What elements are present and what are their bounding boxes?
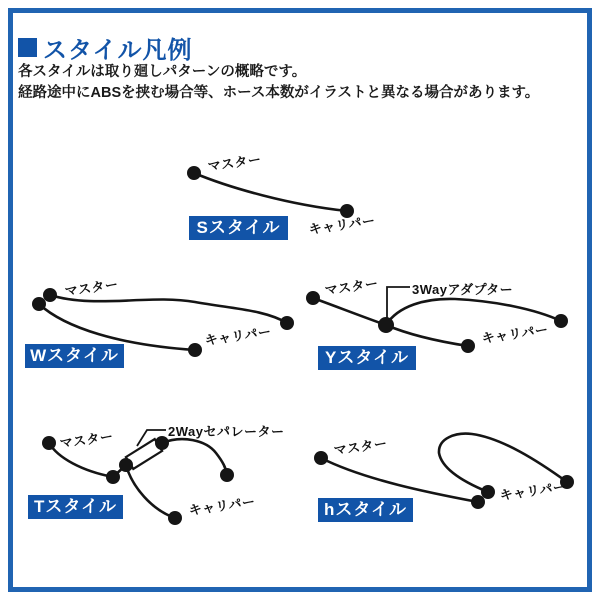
t-separator-top-dot: [155, 436, 169, 450]
style-badge-t: Tスタイル: [28, 495, 123, 519]
y-caliper-dot-1: [554, 314, 568, 328]
h-master-dot: [314, 451, 328, 465]
h-caliper-dot-1: [471, 495, 485, 509]
t-caliper-label: キャリパー: [187, 493, 257, 519]
w-caliper-dot-2: [188, 343, 202, 357]
s-master-label: マスター: [206, 151, 263, 175]
w-master-dot-1: [43, 288, 57, 302]
h-caliper-label: キャリパー: [498, 478, 568, 504]
y-hose-lower: [386, 325, 468, 346]
h-hose-master: [321, 458, 478, 502]
y-hose-master: [313, 298, 386, 325]
intro-line-1: 各スタイルは取り廻しパターンの概略です。: [18, 64, 307, 80]
w-caliper-dot-1: [280, 316, 294, 330]
style-badge-h: hスタイル: [318, 498, 413, 522]
t-hose-upper: [162, 439, 227, 475]
s-hose: [194, 173, 347, 211]
t-caliper-dot-1: [220, 468, 234, 482]
t-junction-dot-2: [119, 458, 133, 472]
y-caliper-dot-2: [461, 339, 475, 353]
intro-line-2: 経路途中にABSを挟む場合等、ホース本数がイラストと異なる場合があります。: [18, 85, 540, 101]
t-separator-label: 2Wayセパレーター: [168, 424, 285, 439]
h-caliper-dot-2: [481, 485, 495, 499]
y-master-dot: [306, 291, 320, 305]
w-master-dot-2: [32, 297, 46, 311]
y-caliper-label: キャリパー: [480, 321, 550, 347]
style-badge-s: Sスタイル: [189, 216, 288, 240]
w-master-label: マスター: [63, 276, 120, 300]
t-junction-dot-1: [106, 470, 120, 484]
style-badge-y: Yスタイル: [318, 346, 416, 370]
t-caliper-dot-2: [168, 511, 182, 525]
h-master-label: マスター: [332, 435, 389, 459]
w-hose-upper: [50, 295, 287, 323]
y-master-label: マスター: [323, 275, 380, 299]
t-master-label: マスター: [58, 428, 115, 452]
t-master-dot: [42, 436, 56, 450]
page-title-text: スタイル凡例: [43, 37, 193, 64]
t-hose-lower: [126, 465, 175, 518]
s-master-dot: [187, 166, 201, 180]
w-caliper-label: キャリパー: [203, 323, 273, 349]
y-adapter-label: 3Wayアダプター: [412, 282, 514, 297]
y-adapter-dot: [378, 317, 394, 333]
y-adapter-leader-line: [387, 287, 410, 322]
style-badge-w: Wスタイル: [25, 344, 124, 368]
s-caliper-label: キャリパー: [307, 212, 377, 238]
